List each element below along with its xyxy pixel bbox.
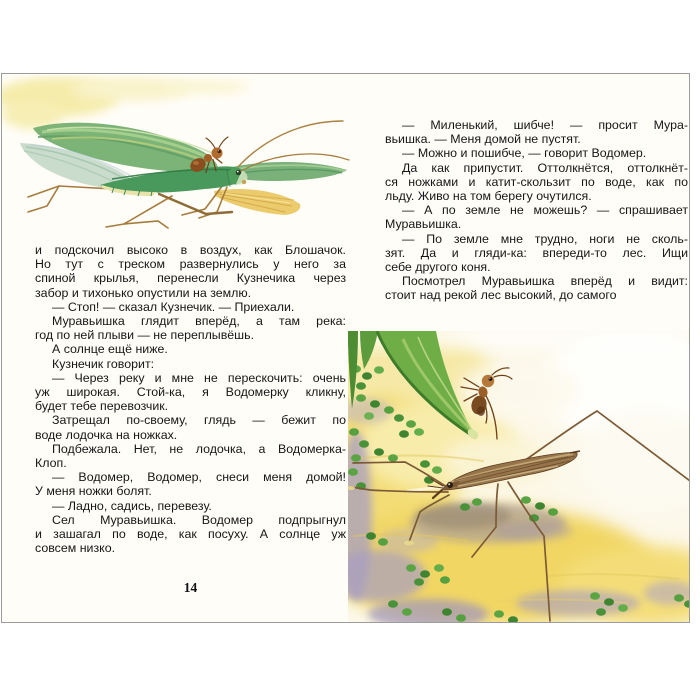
text-line: спиной крылья, перенесли Кузнечика через bbox=[35, 271, 346, 286]
text-line: год по ней плыви — не переплывёшь. bbox=[35, 328, 255, 343]
climbing-ant-head bbox=[482, 375, 494, 387]
paragraph bbox=[35, 442, 346, 470]
grasshopper-hindwing bbox=[214, 189, 300, 215]
paragraph bbox=[35, 357, 346, 371]
text-line: зят. Да и гляди-ка: впереди-то лес. Ищи bbox=[385, 245, 688, 260]
text-line: и зашагал по воде, как посуху. А солнце уж bbox=[35, 527, 346, 542]
text-line: — А по земле не можешь? — спрашивает bbox=[402, 203, 688, 218]
text-line: — По земле мне трудно, ноги не сколь- bbox=[402, 231, 688, 246]
text-line: У меня ножки болят. bbox=[35, 484, 152, 499]
grasshopper-ant-illustration bbox=[2, 75, 350, 235]
paragraph bbox=[35, 314, 346, 342]
text-line: Подбежала. Нет, не лодочка, а Водомерка- bbox=[52, 441, 346, 456]
text-line: Муравьишка глядит вперёд, а там река: bbox=[52, 314, 346, 329]
text-line: льду. Живо на том берегу очутился. bbox=[385, 189, 592, 204]
water-strider-illustration bbox=[348, 331, 689, 622]
text-line: Посмотрел Муравьишка вперёд и видит: bbox=[402, 274, 688, 289]
text-line: стоит над рекой лес высокий, до самого bbox=[385, 288, 617, 303]
paragraph bbox=[385, 274, 688, 302]
text-line: — Ладно, садись, перевезу. bbox=[52, 498, 212, 513]
text-line: Муравьишка. bbox=[385, 217, 462, 232]
text-line: будет тебе перевозчик. bbox=[35, 399, 169, 414]
text-line: вьишка. — Меня домой не пустят. bbox=[385, 132, 581, 147]
right-page-text bbox=[385, 118, 688, 303]
grasshopper-eye bbox=[236, 170, 241, 175]
text-line: — Стоп! — сказал Кузнечик. — Приехали. bbox=[52, 299, 295, 314]
page-number: 14 bbox=[183, 580, 198, 595]
text-line: себе другого коня. bbox=[385, 260, 491, 275]
text-line: забор и тихонько опустили на землю. bbox=[35, 285, 252, 300]
text-line: уж широкая. Стой-ка, я Водомерку кликну, bbox=[35, 385, 346, 400]
text-line: совсем низко. bbox=[35, 541, 116, 556]
paragraph bbox=[35, 371, 346, 414]
paragraph bbox=[385, 232, 688, 275]
text-line: — Водомер, Водомер, снеси меня домой! bbox=[52, 470, 346, 485]
paragraph bbox=[385, 146, 688, 160]
text-line: воде лодочка на ножках. bbox=[35, 427, 178, 442]
paragraph bbox=[385, 203, 688, 231]
paragraph bbox=[35, 499, 346, 513]
paragraph bbox=[35, 413, 346, 441]
text-line: — Можно и пошибче, — говорит Водомер. bbox=[402, 146, 647, 161]
text-line: Затрещал по-своему, глядь — бежит по bbox=[52, 413, 346, 428]
ant-head bbox=[212, 148, 223, 159]
text-line: ся ножками и катит-скользит по воде, как по bbox=[385, 174, 688, 189]
text-line: Но тут с треском развернулись у него за bbox=[35, 257, 346, 272]
text-line: Кузнечик говорит: bbox=[52, 356, 155, 371]
paragraph bbox=[35, 342, 346, 356]
paragraph bbox=[35, 300, 346, 314]
paragraph bbox=[35, 513, 346, 556]
paragraph bbox=[385, 118, 688, 146]
text-line: Да как припустит. Оттолкнётся, оттолкнёт- bbox=[402, 160, 688, 175]
paragraph bbox=[385, 161, 688, 204]
paragraph bbox=[35, 470, 346, 498]
text-line: — Миленький, шибче! — просит Мура- bbox=[402, 118, 688, 132]
text-line: — Через реку и мне не перескочить: очень bbox=[52, 370, 346, 385]
paragraph bbox=[35, 243, 346, 300]
text-line: А солнце ещё ниже. bbox=[52, 342, 168, 357]
text-line: Сел Муравьишка. Водомер подпрыгнул bbox=[52, 512, 346, 527]
strider-eye bbox=[447, 482, 453, 488]
text-line: и подскочил высоко в воздух, как Блошачок. bbox=[35, 243, 346, 257]
text-line: Клоп. bbox=[35, 456, 67, 471]
left-page-text bbox=[35, 243, 346, 555]
